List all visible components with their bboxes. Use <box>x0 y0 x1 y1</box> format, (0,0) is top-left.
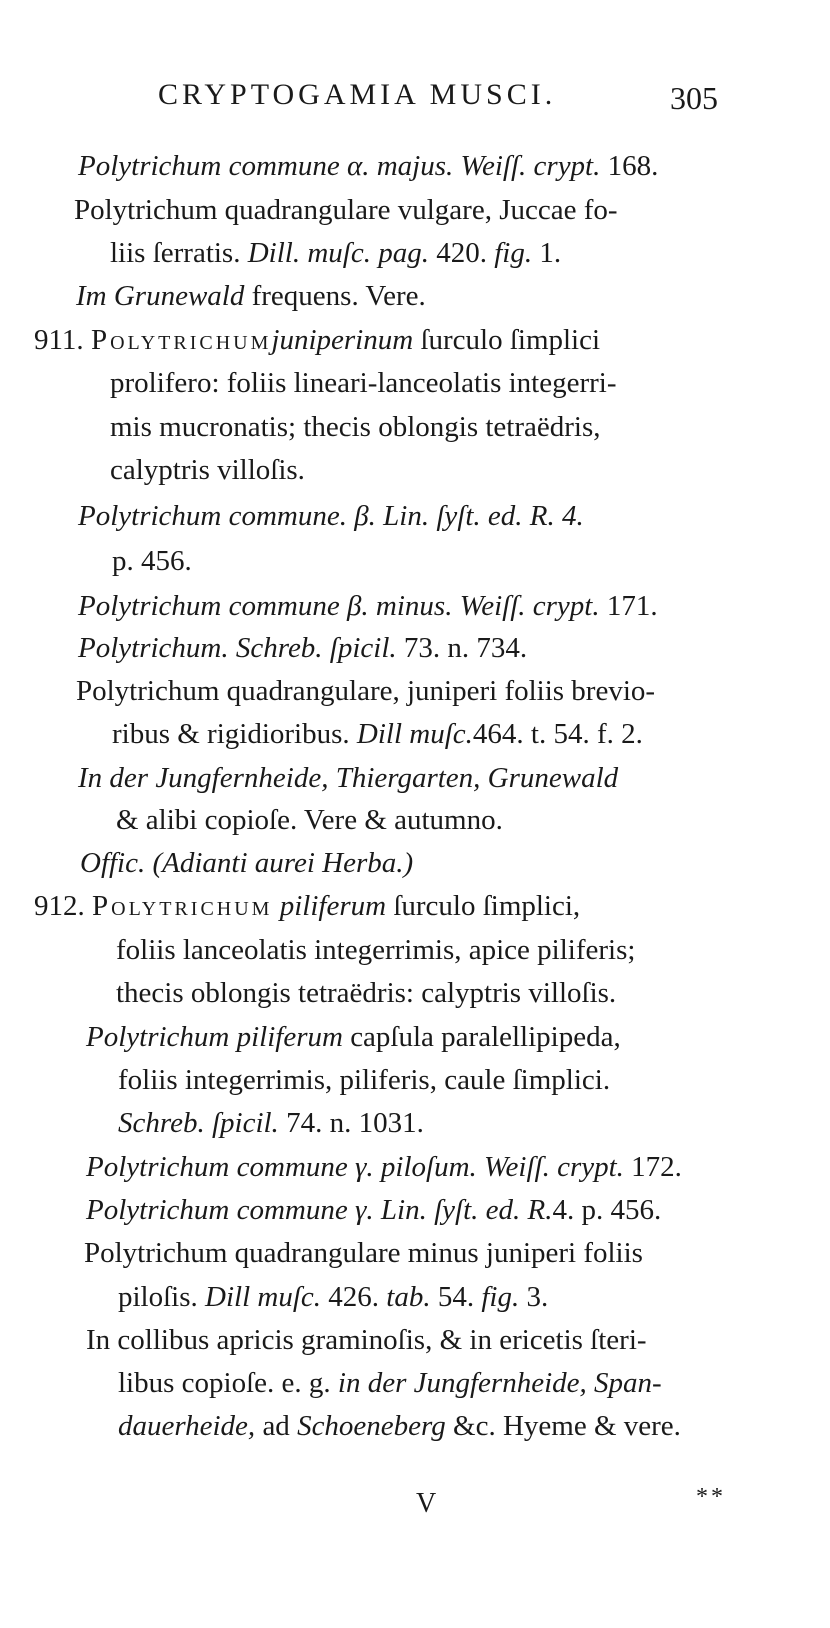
entry-912-heading: 912. Polytrichum piliferum ſurculo ſimplici, <box>34 890 581 922</box>
text-line: Polytrichum commune α. majus. Weiſſ. crypt. 168. <box>78 150 659 182</box>
text-line: Schreb. ſpicil. 74. n. 1031. <box>118 1107 424 1139</box>
text-line: mis mucronatis; thecis oblongis tetraëdris, <box>110 411 601 443</box>
text-line: piloſis. Dill muſc. 426. tab. 54. fig. 3. <box>118 1281 549 1313</box>
text-line: p. 456. <box>112 545 192 577</box>
text-line: Polytrichum commune. β. Lin. ſyſt. ed. R. 4. <box>78 500 584 532</box>
text-line: Polytrichum commune β. minus. Weiſſ. crypt. 171. <box>78 590 658 622</box>
text-line: ribus & rigidioribus. Dill muſc.464. t. 54. f. 2. <box>112 718 643 750</box>
text-line: Polytrichum quadrangulare minus juniperi foliis <box>84 1237 643 1269</box>
text-line: foliis integerrimis, piliferis, caule ſimplici. <box>118 1064 611 1096</box>
text-line: dauerheide, ad Schoeneberg &c. Hyeme & vere. <box>118 1410 681 1442</box>
entry-911-heading: 911. Polytrichumjuniperinum ſurculo ſimplici <box>34 324 601 356</box>
text-line: Polytrichum commune γ. piloſum. Weiſſ. crypt. 172. <box>86 1151 682 1183</box>
text-line: libus copioſe. e. g. in der Jungfernheide, Span- <box>118 1367 662 1399</box>
catchword-asterisks: ** <box>696 1484 726 1510</box>
text-line: prolifero: foliis lineari-lanceolatis integerri- <box>110 367 617 399</box>
text-line: calyptris villoſis. <box>110 454 305 486</box>
text-line: Polytrichum quadrangulare, juniperi foliis brevio- <box>76 675 656 707</box>
text-line: Polytrichum quadrangulare vulgare, Juccae fo- <box>74 194 618 226</box>
text-line: thecis oblongis tetraëdris: calyptris villoſis. <box>116 977 617 1009</box>
text-line: liis ſerratis. Dill. muſc. pag. 420. fig. 1. <box>110 237 562 269</box>
text-line: Polytrichum piliferum capſula paralellipipeda, <box>86 1021 621 1053</box>
text-line: Polytrichum commune γ. Lin. ſyſt. ed. R.4. p. 456. <box>86 1194 662 1226</box>
text-line: Offic. (Adianti aurei Herba.) <box>80 847 414 879</box>
text-line: & alibi copioſe. Vere & autumno. <box>116 804 503 836</box>
running-header: CRYPTOGAMIA MUSCI. <box>158 78 557 111</box>
text-line: Im Grunewald frequens. Vere. <box>76 280 426 312</box>
text-line: In der Jungfernheide, Thiergarten, Grunewald <box>78 762 619 794</box>
text-line: In collibus apricis graminoſis, & in ericetis ſteri- <box>86 1324 647 1356</box>
text-line: Polytrichum. Schreb. ſpicil. 73. n. 734. <box>78 632 528 664</box>
signature-mark: V <box>416 1488 437 1519</box>
page-number: 305 <box>670 80 718 116</box>
text-line: foliis lanceolatis integerrimis, apice piliferis; <box>116 934 636 966</box>
